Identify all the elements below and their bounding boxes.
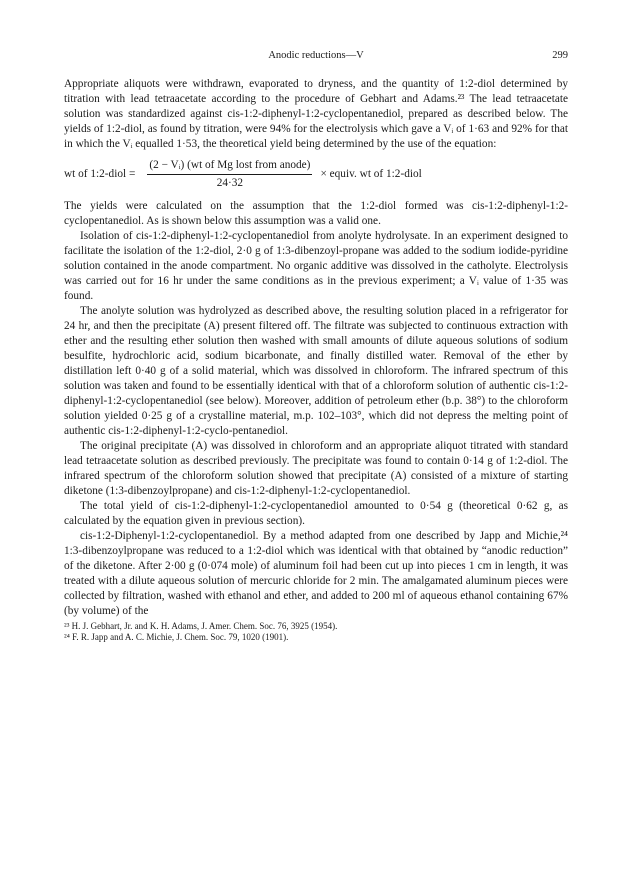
yield-equation (64, 158, 568, 191)
equation-lhs: wt of 1:2-diol = (64, 168, 136, 180)
article-body (64, 77, 568, 619)
equation-fraction (147, 158, 312, 191)
equation-rhs: × equiv. wt of 1:2-diol (320, 168, 422, 180)
equation-denominator: 24·32 (216, 177, 244, 189)
paragraph-anolyte: The anolyte solution was hydrolyzed as described above, the resulting solution placed in a refrigerator for 24 hr, and then the precipitate (A) present filtered off. The filtrate was subjected to continuous extraction with ether and the resulting ether solution then washed with small amounts of dilute aqueous solutions of sodium besulfite, hydrochloric acid, sodium bicarbonate, and finally distilled water. Removal of the ether by distillation left 0·40 g of a solid material, which was dissolved in chloroform. The infrared spectrum of this solution was taken and found to be essentially identical with that of a chloroform solution of authentic cis-1:2-diphenyl-1:2-cyclopentanediol (see below). Moreover, addition of petroleum ether (b.p. 38°) to the chloroform solution yielded 0·25 g of a crystalline material, m.p. 102–103°, which did not depress the melting point of authentic cis-1:2-diphenyl-1:2-cyclo-pentanediol. (64, 305, 568, 437)
journal-page (64, 50, 568, 643)
equation-numerator: (2 − Vᵢ) (wt of Mg lost from anode) (147, 158, 312, 175)
paragraph-precipitate: The original precipitate (A) was dissolved in chloroform and an appropriate aliquot titrated with standard lead tetraacetate solution as described previously. The precipitate was found to contain 0·14 g of 1:2-diol. The infrared spectrum of the chloroform solution showed that precipitate (A) consisted of a mixture of starting diketone (1:3-dibenzoylpropane) and cis-1:2-diphenyl-1:2-cyclopentanediol. (64, 440, 568, 497)
page-header (64, 50, 568, 68)
paragraph-isolation: Isolation of cis-1:2-diphenyl-1:2-cyclopentanediol from anolyte hydrolysate. In an experiment designed to facilitate the isolation of the 1:2-diol, 2·0 g of 1:3-dibenzoyl-propane was added to the sodium iodide-pyridine solution contained in the anode compartment. No organic additive was dissolved in the catholyte. Electrolysis was carried out for 16 hr under the same conditions as in the previous experiment; a Vᵢ value of 1·35 was found. (64, 230, 568, 302)
running-title: Anodic reductions—V (268, 50, 364, 61)
paragraph-method: cis-1:2-Diphenyl-1:2-cyclopentanediol. By a method adapted from one described by Japp and Michie,²⁴ 1:3-dibenzoylpropane was reduced to a 1:2-diol which was identical with that obtained by “anodic reduction” of the diketone. After 2·00 g (0·074 mole) of aluminum foil had been cut up into pieces 1 cm in length, it was treated with a dilute aqueous solution of mercuric chloride for 2 min. The amalgamated aluminum pieces were collected by filtration, washed with ethanol and ether, and added to 200 ml of aqueous ethanol containing 67% (by volume) of the (64, 530, 568, 617)
paragraph-assumption: The yields were calculated on the assumption that the 1:2-diol formed was cis-1:2-diphenyl-1:2-cyclopentanediol. As is shown below this assumption was a valid one. (64, 200, 568, 227)
footnotes (64, 621, 568, 643)
page-number: 299 (552, 50, 568, 61)
footnote-23: ²³ H. J. Gebhart, Jr. and K. H. Adams, J. Amer. Chem. Soc. 76, 3925 (1954). (64, 621, 338, 631)
paragraph-total-yield: The total yield of cis-1:2-diphenyl-1:2-cyclopentanediol amounted to 0·54 g (theoretical 0·62 g, as calculated by the equation given in previous section). (64, 500, 568, 527)
paragraph-aliquots: Appropriate aliquots were withdrawn, evaporated to dryness, and the quantity of 1:2-diol determined by titration with lead tetraacetate according to the procedure of Gebhart and Adams.²³ The lead tetraacetate solution was standardized against cis-1:2-diphenyl-1:2-cyclopentanediol, prepared as described below. The yields of 1:2-diol, as found by titration, were 94% for the electrolysis which gave a Vᵢ of 1·63 and 92% for that in which the Vᵢ equalled 1·53, the theoretical yield being determined by the use of the equation: (64, 78, 568, 150)
footnote-24: ²⁴ F. R. Japp and A. C. Michie, J. Chem. Soc. 79, 1020 (1901). (64, 632, 289, 642)
